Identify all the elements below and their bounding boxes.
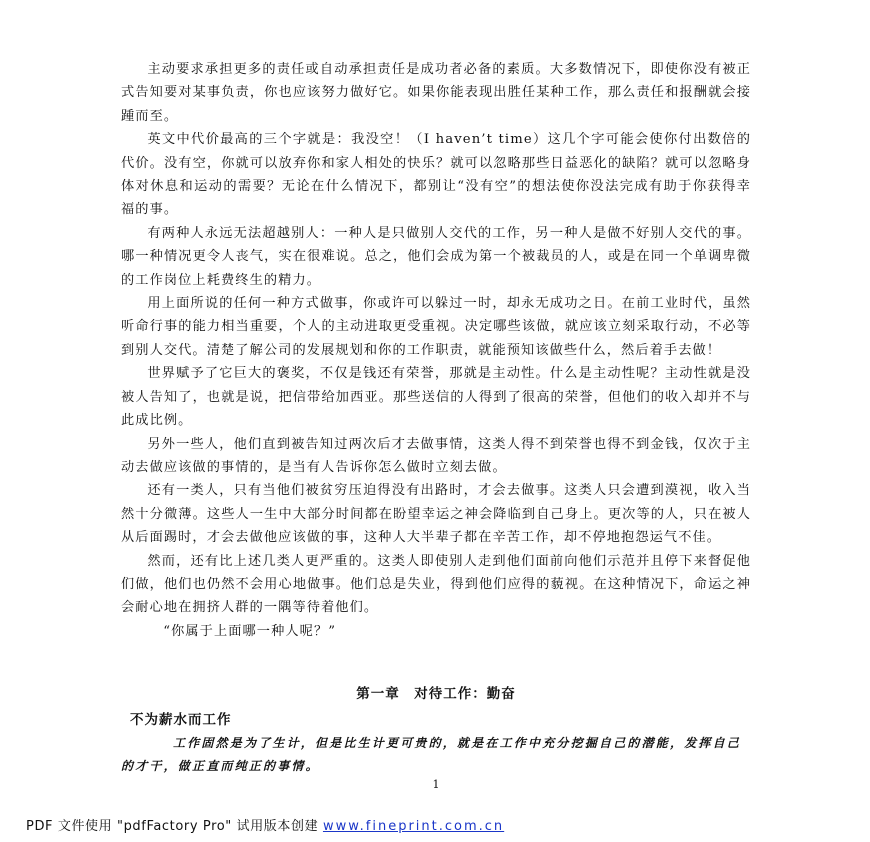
paragraph-1: 主动要求承担更多的责任或自动承担责任是成功者必备的素质。大多数情况下，即使你没有被正式告知要对某事负责，你也应该努力做好它。如果你能表现出胜任某种工作，那么责任和报酬就会接踵而至。 <box>121 62 751 124</box>
paragraph-6: 另外一些人，他们直到被告知过两次后才去做事情，这类人得不到荣誉也得不到金钱，仅次于主动去做应该做的事情的，是当有人告诉你怎么做时立刻去做。 <box>121 436 751 475</box>
paragraph-3: 有两种人永远无法超越别人：一种人是只做别人交代的工作，另一种人是做不好别人交代的事。哪一种情况更令人丧气，实在很难说。总之，他们会成为第一个被裁员的人，或是在同一个单调卑微的工作岗位上耗费终生的精力。 <box>121 225 751 288</box>
paragraph-7: 还有一类人，只有当他们被贫穷压迫得没有出路时，才会去做事。这类人只会遭到漠视，收入当然十分微薄。这些人一生中大部分时间都在盼望幸运之神会降临到自己身上。更次等的人，只在被人从后面踢时，才会去做他应该做的事，这种人大半辈子都在辛苦工作，却不停地抱怨运气不佳。 <box>121 483 751 546</box>
pdf-footer <box>26 815 504 834</box>
page-number: 1 <box>432 778 440 791</box>
paragraph-5: 世界赋予了它巨大的褒奖，不仅是钱还有荣誉，那就是主动性。什么是主动性呢？主动性就是没被人告知了，也就是说，把信带给加西亚。那些送信的人得到了很高的荣誉，但他们的收入却并不与此成比例。 <box>121 366 751 429</box>
paragraph-2: 英文中代价最高的三个字就是：我没空！（I haven’t time）这几个字可能会使你付出数倍的代价。没有空，你就可以放弃你和家人相处的快乐？就可以忽略那些日益恶化的缺陷？就可以忽略身体对休息和运动的需要？无论在什么情况下，都别让“没有空”的想法使你没法完成有助于你获得幸福的事。 <box>121 132 751 218</box>
paragraph-4: 用上面所说的任何一种方式做事，你或许可以躲过一时，却永无成功之日。在前工业时代，虽然听命行事的能力相当重要，个人的主动进取更受重视。决定哪些该做，就应该立刻采取行动，不必等到别人交代。清楚了解公司的发展规划和你的工作职责，就能预知该做些什么，然后着手去做！ <box>121 296 751 358</box>
closing-quote: “你属于上面哪一种人呢？” <box>163 623 337 639</box>
section-title: 不为薪水而工作 <box>130 712 232 728</box>
footer-link[interactable]: www.fineprint.com.cn <box>322 819 505 834</box>
paragraph-8: 然而，还有比上述几类人更严重的。这类人即使别人走到他们面前向他们示范并且停下来督促他们做，他们也仍然不会用心地做事。他们总是失业，得到他们应得的藐视。在这种情况下，命运之神会耐心地在拥挤人群的一隅等待着他们。 <box>121 553 751 616</box>
epigraph-text: 工作固然是为了生计，但是比生计更可贵的，就是在工作中充分挖掘自己的潜能，发挥自己的才干，做正直而纯正的事情。 <box>121 736 742 773</box>
chapter-title: 第一章 对待工作：勤奋 <box>356 686 516 702</box>
body-text <box>121 58 751 643</box>
epigraph <box>121 732 751 778</box>
footer-text: PDF 文件使用 "pdfFactory Pro" 试用版本创建 <box>26 819 323 834</box>
